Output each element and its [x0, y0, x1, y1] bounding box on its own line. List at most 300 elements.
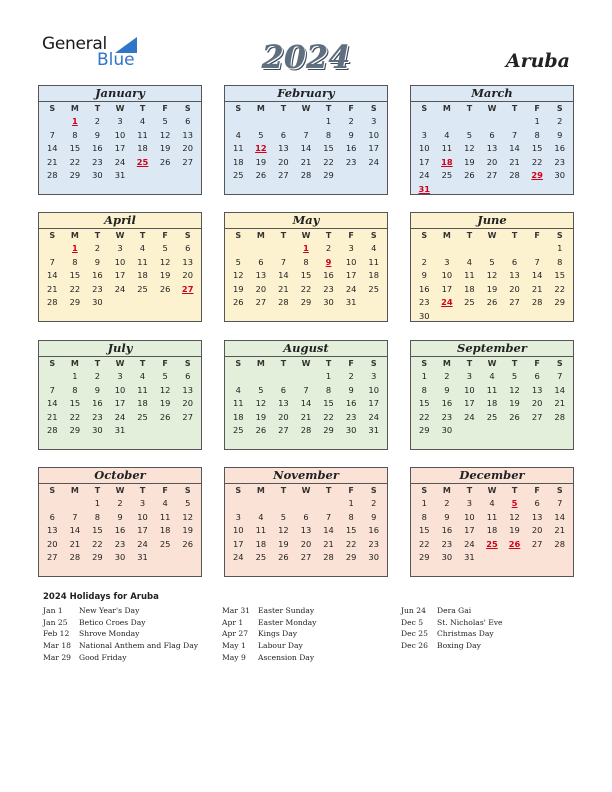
- day-cell: 17: [233, 538, 244, 549]
- empty-cell: [317, 497, 340, 511]
- day-cell: 29: [69, 170, 81, 181]
- empty-cell: [272, 242, 295, 256]
- day-cell: 20: [509, 283, 520, 294]
- day-cell: 15: [554, 270, 565, 281]
- day-cell: 17: [345, 270, 357, 281]
- day-cell: 25: [233, 425, 244, 436]
- holidays-title: 2024 Holidays for Aruba: [43, 592, 159, 602]
- day-cell: 4: [235, 129, 241, 140]
- day-cell: 12: [464, 143, 475, 154]
- weekday-label: T: [325, 359, 332, 368]
- day-cell: 30: [419, 310, 430, 321]
- holiday-entry: [401, 617, 503, 629]
- month-april: [38, 212, 202, 322]
- day-cell: 26: [509, 411, 520, 422]
- weekday-label: S: [49, 486, 56, 495]
- empty-cell: [64, 497, 87, 511]
- day-cell: 30: [323, 297, 334, 308]
- holiday-entry: [401, 628, 503, 640]
- day-cell: 19: [278, 538, 289, 549]
- day-grid: [39, 229, 201, 310]
- day-cell: 22: [69, 156, 81, 167]
- empty-cell: [481, 242, 504, 256]
- weekday-label: T: [325, 231, 332, 240]
- day-cell: 7: [280, 256, 287, 267]
- day-cell: 12: [278, 525, 289, 536]
- holiday-day: 1: [71, 243, 78, 253]
- day-cell: 13: [182, 256, 193, 267]
- day-cell: 21: [554, 398, 565, 409]
- day-grid: [39, 357, 201, 438]
- day-cell: 1: [557, 243, 563, 253]
- empty-cell: [436, 115, 459, 129]
- empty-cell: [250, 115, 273, 129]
- day-cell: 13: [278, 143, 289, 154]
- day-cell: 20: [300, 538, 312, 549]
- day-cell: 20: [255, 283, 267, 294]
- holiday-entry: [43, 652, 198, 664]
- holiday-day: 29: [531, 170, 543, 181]
- holiday-date: May 9: [222, 652, 246, 662]
- holiday-date: Dec 25: [401, 629, 428, 639]
- day-cell: 7: [49, 256, 55, 267]
- weekday-label: W: [487, 359, 497, 368]
- day-cell: 6: [49, 511, 55, 522]
- weekday-label: F: [162, 104, 168, 113]
- day-cell: 13: [531, 511, 543, 522]
- holiday-day: 12: [255, 143, 267, 154]
- day-cell: 4: [371, 243, 377, 253]
- month-name: April: [39, 213, 201, 229]
- day-cell: 24: [464, 411, 475, 422]
- day-cell: 6: [258, 256, 264, 267]
- weekday-label: S: [421, 486, 428, 495]
- day-cell: 28: [300, 425, 312, 436]
- holiday-entry: [43, 605, 198, 617]
- day-cell: 17: [464, 398, 475, 409]
- holiday-entry: [222, 605, 316, 617]
- day-cell: 29: [323, 425, 334, 436]
- day-cell: 24: [137, 538, 148, 549]
- holiday-entry: [43, 617, 198, 629]
- weekday-label: M: [256, 486, 265, 495]
- day-cell: 28: [47, 425, 58, 436]
- day-cell: 10: [114, 129, 126, 140]
- day-cell: 7: [303, 384, 309, 395]
- holiday-date: Jan 25: [43, 617, 68, 627]
- day-cell: 26: [159, 411, 171, 422]
- day-cell: 15: [419, 525, 430, 536]
- day-cell: 3: [444, 256, 450, 267]
- day-cell: 20: [531, 525, 543, 536]
- weekday-label: T: [139, 104, 146, 113]
- day-cell: 30: [92, 297, 103, 308]
- day-cell: 12: [509, 511, 520, 522]
- weekday-label: W: [487, 104, 497, 113]
- empty-cell: [272, 370, 295, 384]
- day-cell: 19: [159, 270, 171, 281]
- day-cell: 21: [47, 156, 58, 167]
- country-title: Aruba: [505, 50, 570, 72]
- day-cell: 9: [421, 270, 427, 281]
- day-cell: 22: [419, 411, 430, 422]
- day-cell: 20: [278, 156, 289, 167]
- day-cell: 22: [69, 411, 81, 422]
- day-cell: 2: [348, 371, 354, 381]
- weekday-label: S: [49, 359, 56, 368]
- day-cell: 10: [441, 270, 453, 281]
- day-cell: 7: [557, 498, 563, 508]
- day-cell: 16: [345, 398, 357, 409]
- weekday-label: M: [70, 104, 79, 113]
- day-cell: 2: [117, 498, 123, 508]
- day-cell: 24: [368, 411, 379, 422]
- weekday-label: F: [348, 486, 354, 495]
- weekday-label: S: [235, 486, 242, 495]
- day-cell: 1: [534, 116, 540, 126]
- day-cell: 27: [486, 170, 498, 181]
- day-cell: 10: [464, 511, 475, 522]
- day-cell: 11: [233, 398, 244, 409]
- day-cell: 12: [509, 384, 520, 395]
- day-cell: 19: [233, 283, 244, 294]
- day-cell: 24: [114, 283, 126, 294]
- day-cell: 15: [323, 398, 334, 409]
- day-cell: 3: [348, 243, 354, 253]
- day-cell: 26: [159, 283, 171, 294]
- weekday-label: W: [487, 231, 497, 240]
- day-cell: 9: [444, 511, 450, 522]
- weekday-label: T: [511, 104, 518, 113]
- day-cell: 27: [300, 552, 312, 563]
- day-cell: 11: [159, 511, 171, 522]
- day-cell: 14: [47, 398, 58, 409]
- month-december: [410, 467, 574, 577]
- day-cell: 18: [233, 156, 244, 167]
- day-cell: 6: [280, 384, 287, 395]
- day-cell: 30: [368, 552, 379, 563]
- day-cell: 30: [114, 552, 126, 563]
- day-cell: 30: [92, 425, 103, 436]
- weekday-label: S: [184, 486, 191, 495]
- weekday-label: T: [280, 359, 287, 368]
- holiday-name: Easter Monday: [258, 617, 317, 627]
- day-cell: 16: [441, 525, 453, 536]
- day-cell: 22: [345, 538, 357, 549]
- weekday-label: F: [348, 104, 354, 113]
- day-cell: 4: [162, 498, 168, 508]
- day-cell: 23: [92, 156, 103, 167]
- holiday-name: New Year's Day: [79, 606, 140, 615]
- day-cell: 31: [345, 297, 357, 308]
- holiday-day: 31: [418, 183, 431, 194]
- day-cell: 14: [300, 143, 312, 154]
- weekday-label: T: [325, 486, 332, 495]
- day-cell: 24: [419, 170, 430, 181]
- holiday-date: Feb 12: [43, 629, 70, 639]
- day-cell: 20: [182, 143, 193, 154]
- day-cell: 29: [69, 425, 81, 436]
- day-cell: 17: [114, 143, 126, 154]
- day-cell: 28: [47, 297, 58, 308]
- weekday-label: S: [235, 104, 242, 113]
- day-cell: 20: [278, 411, 289, 422]
- day-cell: 25: [255, 552, 267, 563]
- day-cell: 20: [531, 398, 543, 409]
- weekday-label: M: [256, 104, 265, 113]
- weekday-label: W: [115, 104, 125, 113]
- day-cell: 10: [114, 256, 126, 267]
- day-cell: 12: [159, 384, 171, 395]
- holiday-day: 25: [136, 156, 149, 167]
- day-cell: 23: [441, 538, 453, 549]
- day-cell: 29: [300, 297, 312, 308]
- day-cell: 10: [368, 129, 379, 140]
- day-cell: 24: [114, 156, 126, 167]
- day-cell: 21: [278, 283, 289, 294]
- day-cell: 2: [94, 371, 101, 381]
- day-cell: 5: [258, 129, 264, 140]
- empty-cell: [295, 370, 318, 384]
- day-cell: 23: [114, 538, 126, 549]
- holiday-name: Easter Sunday: [258, 606, 315, 615]
- day-cell: 13: [182, 129, 193, 140]
- weekday-label: W: [301, 231, 311, 240]
- weekday-label: F: [534, 359, 540, 368]
- day-cell: 11: [441, 143, 453, 154]
- day-cell: 25: [233, 170, 244, 181]
- day-cell: 29: [419, 552, 430, 563]
- holiday-name: Ascension Day: [258, 652, 315, 662]
- day-cell: 15: [531, 143, 543, 154]
- weekday-label: S: [184, 359, 191, 368]
- day-cell: 4: [139, 116, 146, 126]
- empty-cell: [41, 497, 64, 511]
- day-cell: 10: [345, 256, 357, 267]
- day-cell: 30: [441, 425, 453, 436]
- day-cell: 1: [325, 371, 332, 381]
- day-cell: 2: [421, 256, 427, 267]
- day-cell: 21: [323, 538, 334, 549]
- empty-cell: [41, 242, 64, 256]
- day-cell: 16: [441, 398, 453, 409]
- logo-word-general: General: [42, 34, 107, 54]
- day-cell: 14: [509, 143, 520, 154]
- holiday-day: 5: [511, 498, 518, 508]
- day-cell: 22: [554, 283, 565, 294]
- day-cell: 26: [464, 170, 475, 181]
- day-cell: 25: [464, 297, 475, 308]
- month-name: November: [225, 468, 387, 484]
- weekday-label: S: [235, 231, 242, 240]
- holiday-day: 25: [486, 538, 498, 549]
- day-cell: 3: [117, 243, 123, 253]
- day-cell: 2: [348, 116, 354, 126]
- day-cell: 3: [117, 116, 123, 126]
- day-cell: 13: [278, 398, 289, 409]
- day-cell: 14: [554, 511, 565, 522]
- empty-cell: [481, 115, 504, 129]
- day-cell: 30: [554, 170, 565, 181]
- day-cell: 6: [185, 243, 191, 253]
- weekday-label: T: [511, 359, 518, 368]
- day-cell: 19: [255, 411, 267, 422]
- day-cell: 10: [368, 384, 379, 395]
- holiday-date: Mar 31: [222, 606, 251, 615]
- day-cell: 22: [323, 156, 334, 167]
- day-cell: 3: [421, 129, 427, 140]
- empty-cell: [295, 115, 318, 129]
- holiday-name: Boxing Day: [437, 641, 481, 651]
- day-cell: 11: [486, 384, 498, 395]
- day-cell: 9: [371, 511, 377, 522]
- day-cell: 5: [280, 511, 287, 522]
- day-cell: 16: [554, 143, 565, 154]
- empty-cell: [227, 370, 250, 384]
- day-cell: 4: [235, 384, 241, 395]
- day-cell: 24: [368, 156, 379, 167]
- day-cell: 6: [280, 129, 287, 140]
- day-cell: 22: [419, 538, 430, 549]
- weekday-label: T: [94, 486, 101, 495]
- day-cell: 18: [464, 283, 475, 294]
- day-cell: 28: [47, 170, 58, 181]
- weekday-label: S: [370, 231, 377, 240]
- day-cell: 17: [137, 525, 148, 536]
- day-cell: 1: [421, 498, 427, 508]
- holiday-entry: [222, 617, 316, 629]
- day-cell: 18: [137, 143, 148, 154]
- weekday-label: F: [534, 104, 540, 113]
- day-cell: 25: [159, 538, 171, 549]
- day-cell: 8: [72, 129, 78, 140]
- day-cell: 18: [368, 270, 379, 281]
- day-cell: 21: [69, 538, 81, 549]
- day-cell: 28: [509, 170, 520, 181]
- day-cell: 26: [278, 552, 289, 563]
- day-cell: 3: [371, 116, 377, 126]
- day-cell: 1: [94, 498, 101, 508]
- empty-cell: [250, 497, 273, 511]
- holiday-date: Dec 26: [401, 641, 428, 651]
- empty-cell: [227, 242, 250, 256]
- day-cell: 16: [92, 270, 103, 281]
- weekday-label: F: [162, 359, 168, 368]
- day-cell: 10: [233, 525, 244, 536]
- empty-cell: [503, 115, 526, 129]
- month-july: [38, 340, 202, 450]
- day-cell: 28: [300, 170, 312, 181]
- day-cell: 28: [554, 411, 565, 422]
- weekday-label: F: [534, 486, 540, 495]
- holiday-entry: [222, 628, 316, 640]
- day-cell: 19: [159, 143, 171, 154]
- weekday-label: F: [534, 231, 540, 240]
- weekday-label: M: [442, 104, 451, 113]
- holiday-day: 26: [508, 538, 521, 549]
- weekday-label: M: [70, 231, 79, 240]
- day-cell: 26: [182, 538, 193, 549]
- day-cell: 25: [137, 411, 148, 422]
- day-cell: 2: [325, 243, 332, 253]
- day-cell: 31: [368, 425, 379, 436]
- day-cell: 19: [159, 398, 171, 409]
- weekday-label: S: [556, 486, 563, 495]
- month-name: September: [411, 341, 573, 357]
- day-cell: 23: [368, 538, 379, 549]
- year-title: 2024: [261, 38, 351, 76]
- holiday-date: Jun 24: [401, 606, 426, 615]
- day-cell: 27: [182, 156, 193, 167]
- day-cell: 3: [466, 371, 473, 381]
- day-cell: 22: [323, 411, 334, 422]
- day-cell: 15: [419, 398, 430, 409]
- day-grid: [225, 102, 387, 183]
- day-cell: 2: [557, 116, 563, 126]
- day-cell: 8: [534, 129, 540, 140]
- day-cell: 23: [323, 283, 334, 294]
- day-cell: 22: [300, 283, 312, 294]
- holiday-name: Labour Day: [258, 641, 303, 651]
- day-cell: 25: [137, 283, 148, 294]
- day-cell: 4: [258, 511, 264, 522]
- day-cell: 17: [441, 283, 453, 294]
- day-cell: 11: [137, 384, 148, 395]
- day-cell: 21: [300, 411, 312, 422]
- day-cell: 4: [444, 129, 450, 140]
- day-cell: 18: [486, 398, 498, 409]
- day-cell: 22: [69, 283, 81, 294]
- day-cell: 20: [182, 398, 193, 409]
- holiday-date: Mar 29: [43, 652, 72, 662]
- weekday-label: S: [184, 104, 191, 113]
- day-cell: 14: [323, 525, 334, 536]
- day-cell: 14: [69, 525, 81, 536]
- day-cell: 23: [441, 411, 453, 422]
- weekday-label: T: [139, 231, 146, 240]
- day-cell: 27: [531, 411, 543, 422]
- holiday-day: 9: [325, 256, 332, 267]
- day-cell: 26: [255, 425, 267, 436]
- weekday-label: T: [325, 104, 332, 113]
- day-cell: 27: [47, 552, 58, 563]
- day-cell: 5: [511, 371, 518, 381]
- day-cell: 4: [466, 256, 473, 267]
- empty-cell: [413, 115, 436, 129]
- day-cell: 14: [278, 270, 289, 281]
- day-grid: [39, 484, 201, 565]
- logo-word-blue: Blue: [97, 50, 135, 70]
- day-grid: [225, 484, 387, 565]
- weekday-label: M: [70, 359, 79, 368]
- day-cell: 11: [486, 511, 498, 522]
- day-cell: 13: [47, 525, 58, 536]
- weekday-label: M: [256, 231, 265, 240]
- day-cell: 17: [114, 270, 126, 281]
- weekday-label: S: [370, 359, 377, 368]
- day-grid: [225, 229, 387, 310]
- day-cell: 4: [139, 243, 146, 253]
- day-cell: 29: [69, 297, 81, 308]
- day-cell: 23: [92, 283, 103, 294]
- day-cell: 9: [94, 256, 101, 267]
- day-cell: 25: [368, 283, 379, 294]
- holiday-column: [222, 605, 316, 663]
- day-cell: 13: [509, 270, 520, 281]
- day-cell: 28: [531, 297, 543, 308]
- empty-cell: [41, 115, 64, 129]
- day-cell: 12: [159, 256, 171, 267]
